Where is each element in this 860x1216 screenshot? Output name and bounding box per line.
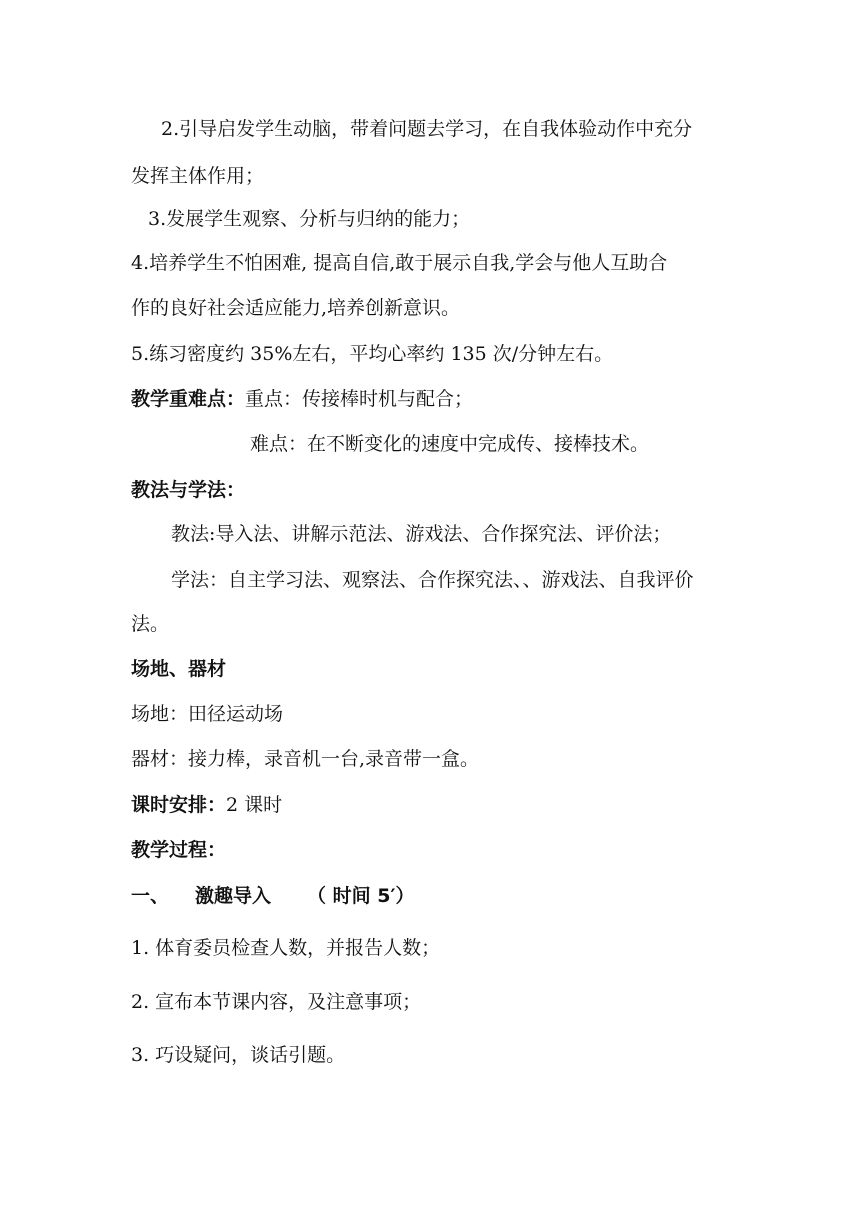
schedule-value: 2 课时 (226, 794, 283, 816)
learning-methods-line1: 学法：自主学习法、观察法、合作探究法、、游戏法、自我评价 (171, 569, 694, 591)
equipment-value: 器材：接力棒，录音机一台,录音带一盒。 (131, 748, 480, 770)
objective-2-line2: 发挥主体作用； (131, 165, 265, 187)
key-point: 重点：传接棒时机与配合； (245, 388, 474, 410)
step-3: 3. 巧设疑问，谈话引题。 (131, 1044, 346, 1066)
venue-heading: 场地、器材 (131, 658, 227, 680)
objective-4-line2: 作的良好社会适应能力,培养创新意识。 (131, 297, 461, 319)
step-1: 1. 体育委员检查人数，并报告人数； (131, 937, 441, 959)
section-1-number: 一、 (131, 885, 170, 907)
objective-3: 3.发展学生观察、分析与归纳的能力； (148, 208, 471, 230)
objective-4-line1: 4.培养学生不怕困难, 提高自信,敢于展示自我,学会与他人互助合 (131, 252, 668, 274)
key-points-heading: 教学重难点： (131, 388, 246, 410)
objective-5: 5.练习密度约 35%左右，平均心率约 135 次/分钟左右。 (131, 343, 614, 365)
section-1-title: 激趣导入 (195, 885, 272, 907)
difficulty-point: 难点：在不断变化的速度中完成传、接棒技术。 (250, 433, 650, 455)
learning-methods-line2: 法。 (131, 613, 170, 635)
section-1-heading (131, 884, 415, 908)
key-points-row (131, 387, 473, 411)
venue-value: 场地：田径运动场 (131, 703, 284, 725)
section-1-time: （ 时间 5′） (307, 885, 415, 907)
objective-2-line1: 2.引导启发学生动脑，带着问题去学习，在自我体验动作中充分 (161, 118, 693, 140)
step-2: 2. 宣布本节课内容，及注意事项； (131, 991, 422, 1013)
methods-heading: 教法与学法： (131, 479, 246, 501)
process-heading: 教学过程： (131, 839, 227, 861)
schedule-row (131, 793, 282, 817)
schedule-heading: 课时安排： (131, 794, 227, 816)
teaching-methods: 教法:导入法、讲解示范法、游戏法、合作探究法、评价法； (171, 523, 672, 545)
